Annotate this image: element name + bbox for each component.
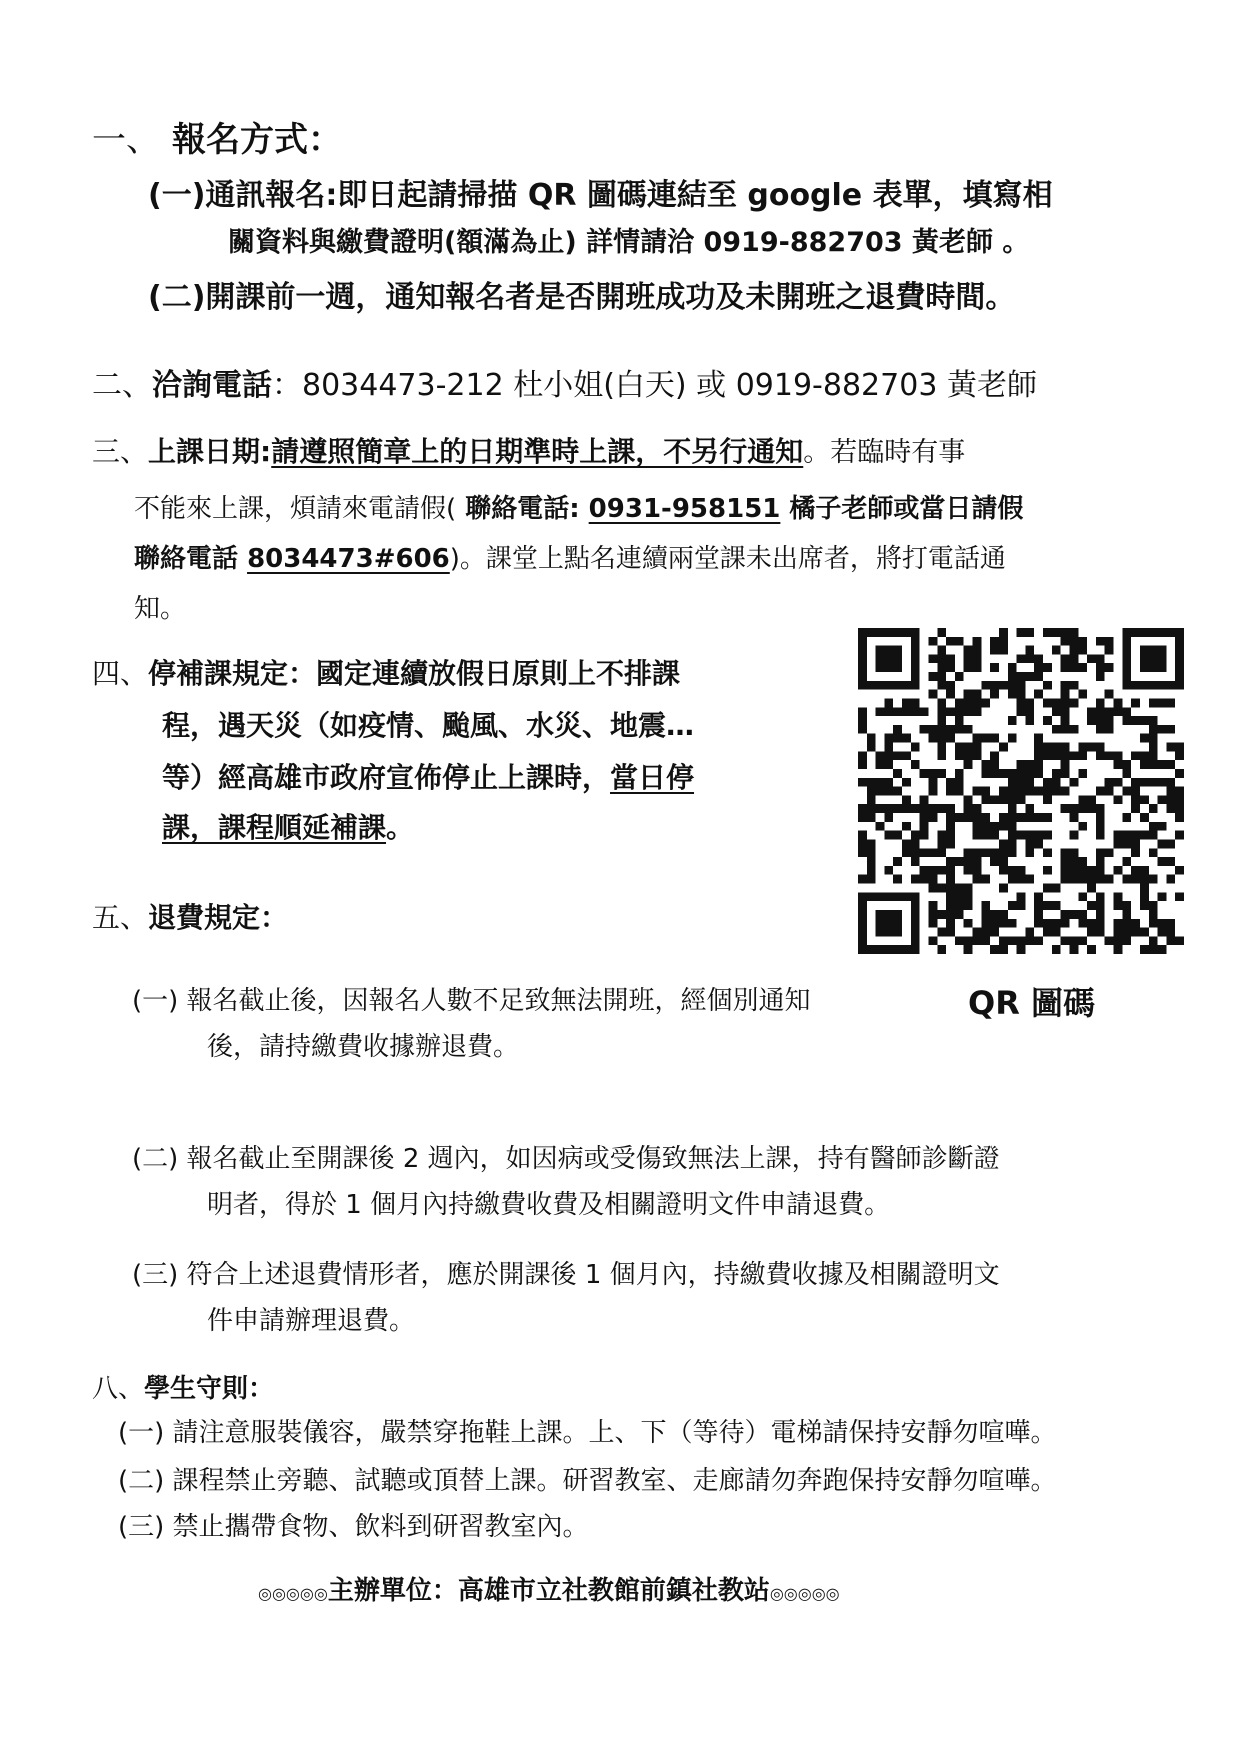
- section-2-phone-text: ：8034473-212 杜小姐(白天) 或 0919-882703 黃老師: [272, 368, 1037, 403]
- section-3-label: 上課日期:: [148, 435, 272, 468]
- footer-decoration-left: ◎◎◎◎◎: [258, 1584, 328, 1603]
- section-3-line-2: [134, 488, 1023, 525]
- section-8-heading: 學生守則：: [144, 1374, 275, 1404]
- section-4-line-4: [162, 806, 414, 846]
- section-2-label: 洽詢電話: [152, 368, 272, 403]
- section-1-heading: 報名方式：: [172, 120, 342, 160]
- section-3-line-3-a: 聯絡電話: [134, 544, 248, 574]
- section-3-emphasis: 請遵照簡章上的日期準時上課，不另行通知: [271, 435, 804, 468]
- section-1-number: 一、: [92, 120, 160, 160]
- section-3-line-1: [92, 430, 965, 470]
- section-4-line-3-a: 等）經高雄市政府宣佈停止上課時，: [162, 761, 611, 794]
- section-1-item-2: (二)開課前一週，通知報名者是否開班成功及未開班之退費時間。: [148, 280, 1016, 315]
- section-2-number: 二、: [92, 368, 152, 403]
- footer-decoration-right: ◎◎◎◎◎: [769, 1584, 840, 1603]
- section-4-line-2: 程，遇天災（如疫情、颱風、水災、地震…: [162, 709, 695, 742]
- qr-modules: [858, 628, 1184, 954]
- section-4-line-4-b: 。: [386, 811, 415, 844]
- refund-rule-1-line-2: 後，請持繳費收據辦退費。: [207, 1032, 520, 1062]
- section-3-line-2-c: 橘子老師或當日請假: [780, 494, 1024, 524]
- section-8-number: 八、: [92, 1374, 145, 1404]
- section-3-number: 三、: [92, 435, 149, 468]
- section-4-number: 四、: [92, 657, 149, 690]
- section-4-line-3-emphasis: 當日停: [610, 761, 695, 794]
- section-3-tail: 。若臨時有事: [803, 437, 966, 468]
- section-4-line-1: [92, 652, 680, 692]
- refund-rule-2-line-2: 明者，得於 1 個月內持繳費收費及相關證明文件申請退費。: [207, 1190, 891, 1220]
- section-3-line-3: [134, 538, 1006, 575]
- section-3-line-2-b: 聯絡電話:: [456, 494, 589, 524]
- section-2-line: [92, 360, 1037, 404]
- section-4-line-4-emphasis: 課，課程順延補課: [162, 811, 387, 844]
- refund-rule-3-line-1: (三) 符合上述退費情形者，應於開課後 1 個月內，持繳費收據及相關證明文: [132, 1260, 1000, 1290]
- section-8-heading-line: [92, 1368, 274, 1405]
- refund-rule-2-line-1: (二) 報名截止至開課後 2 週內，如因病或受傷致無法上課，持有醫師診斷證: [132, 1144, 1000, 1174]
- section-4-line-3: [162, 756, 694, 796]
- qr-caption: QR 圖碼: [968, 984, 1095, 1022]
- section-3-line-4: 知。: [134, 594, 187, 624]
- section-5-heading-line: [92, 896, 288, 936]
- refund-rule-3-line-2: 件申請辦理退費。: [207, 1306, 416, 1336]
- section-3-phone-1: 0931-958151: [588, 494, 781, 524]
- section-5-number: 五、: [92, 901, 149, 934]
- refund-rule-1-line-1: (一) 報名截止後，因報名人數不足致無法開班，經個別通知: [132, 986, 811, 1016]
- section-5-heading: 退費規定：: [148, 901, 289, 934]
- section-4-line-1-text: 停補課規定：國定連續放假日原則上不排課: [148, 657, 681, 690]
- section-3-line-3-b: )。課堂上點名連續兩堂課未出席者，將打電話通: [449, 544, 1006, 574]
- section-3-line-2-a: 不能來上課，煩請來電請假(: [134, 494, 457, 524]
- qr-code-image: [858, 628, 1184, 954]
- student-rule-3: (三) 禁止攜帶食物、飲料到研習教室內。: [118, 1512, 589, 1542]
- student-rule-1: (一) 請注意服裝儀容，嚴禁穿拖鞋上課。上、下（等待）電梯請保持安靜勿喧嘩。: [118, 1418, 1057, 1448]
- section-1-item-1-line-1: (一)通訊報名:即日起請掃描 QR 圖碼連結至 google 表單，填寫相: [148, 178, 1053, 213]
- student-rule-2: (二) 課程禁止旁聽、試聽或頂替上課。研習教室、走廊請勿奔跑保持安靜勿喧嘩。: [118, 1466, 1057, 1496]
- organizer-text: 主辦單位：高雄市立社教館前鎮社教站: [327, 1576, 770, 1606]
- section-1-item-1-line-2: 關資料與繳費證明(額滿為止) 詳情請洽 0919-882703 黃老師 。: [228, 227, 1030, 258]
- section-3-phone-2: 8034473#606: [247, 544, 450, 574]
- organizer-footer: [258, 1570, 840, 1607]
